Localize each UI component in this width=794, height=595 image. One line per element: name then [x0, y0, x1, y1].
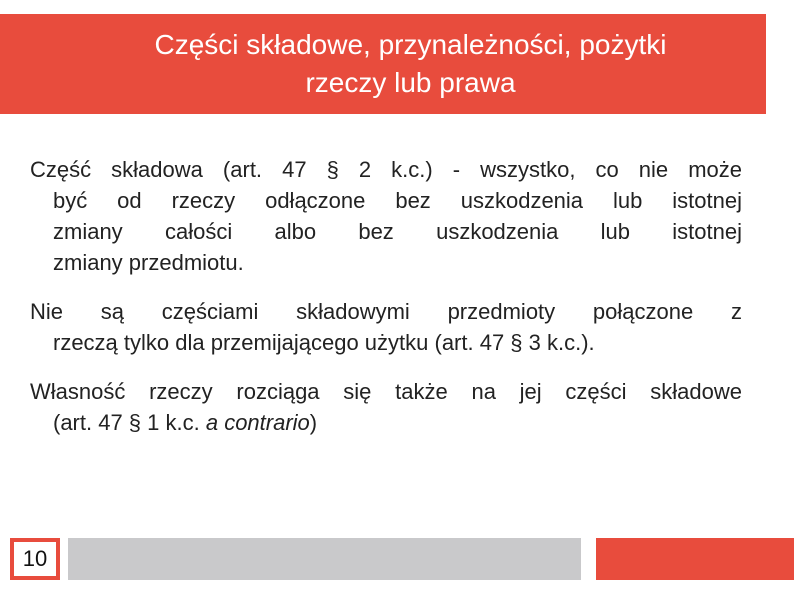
paragraph-line [30, 407, 742, 438]
slide-content [30, 154, 742, 456]
paragraph-line: być od rzeczy odłączone bez uszkodzenia lub istotnej [53, 188, 742, 213]
title-bar [0, 14, 766, 114]
citation-italic: a contrario [205, 410, 310, 435]
paragraph-line: Własność rzeczy rozciąga się także na jej części składowe [30, 379, 742, 404]
page-number-box [10, 538, 60, 580]
slide-title-line-2: rzeczy lub prawa [305, 67, 516, 98]
paragraph-part-definition [30, 154, 742, 278]
slide-title [55, 26, 766, 102]
page-number: 10 [14, 542, 56, 576]
citation-suffix: ) [309, 410, 318, 435]
paragraph-line: Nie są częściami składowymi przedmioty połączone z [30, 299, 742, 324]
slide-title-line-1: Części składowe, przynależności, pożytki [154, 29, 667, 60]
citation-prefix: (art. 47 § 1 k.c. [53, 410, 206, 435]
footer-gray-bar [68, 538, 581, 580]
paragraph-line: zmiany przedmiotu. [53, 250, 244, 275]
paragraph-not-parts [30, 296, 742, 358]
paragraph-line: zmiany całości albo bez uszkodzenia lub istotnej [53, 219, 742, 244]
footer-red-bar [596, 538, 794, 580]
paragraph-ownership [30, 376, 742, 438]
paragraph-line: Część składowa (art. 47 § 2 k.c.) - wszystko, co nie może [30, 157, 742, 182]
paragraph-line: rzeczą tylko dla przemijającego użytku (art. 47 § 3 k.c.). [53, 330, 595, 355]
